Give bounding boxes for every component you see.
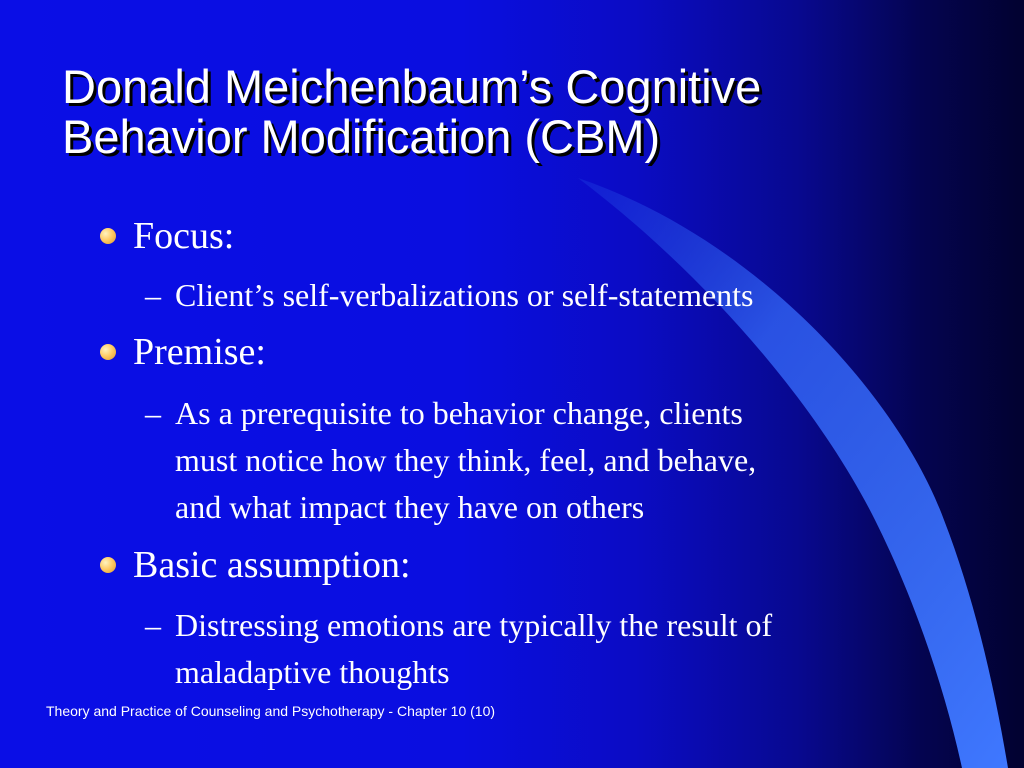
bullet-label: Focus: bbox=[133, 215, 235, 257]
dash-icon: – bbox=[145, 607, 161, 643]
sub-bullet-text bbox=[175, 602, 935, 696]
slide-title-line: Donald Meichenbaum’s Cognitive bbox=[62, 60, 762, 113]
orange-circle-bullet-icon bbox=[100, 228, 116, 244]
slide-footer: Theory and Practice of Counseling and Psychotherapy - Chapter 10 (10) bbox=[46, 703, 496, 719]
sub-bullet-line: As a prerequisite to behavior change, clients bbox=[175, 395, 743, 431]
bullet-label: Basic assumption: bbox=[133, 544, 411, 586]
slide-title-line: Behavior Modification (CBM) bbox=[62, 110, 661, 163]
orange-circle-bullet-icon bbox=[100, 344, 116, 360]
sub-bullet-line: Client’s self-verbalizations or self-statements bbox=[175, 277, 754, 313]
sub-bullet-line: must notice how they think, feel, and behave, bbox=[175, 442, 757, 478]
dash-icon: – bbox=[145, 277, 161, 313]
sub-bullet-line: and what impact they have on others bbox=[175, 489, 645, 525]
sub-bullet-text bbox=[175, 272, 935, 319]
dash-icon: – bbox=[145, 395, 161, 431]
sub-bullet-line: Distressing emotions are typically the result of bbox=[175, 607, 773, 643]
sub-bullet-line: maladaptive thoughts bbox=[175, 654, 450, 690]
orange-circle-bullet-icon bbox=[100, 557, 116, 573]
bullet-label: Premise: bbox=[133, 331, 266, 373]
sub-bullet-text bbox=[175, 390, 935, 531]
